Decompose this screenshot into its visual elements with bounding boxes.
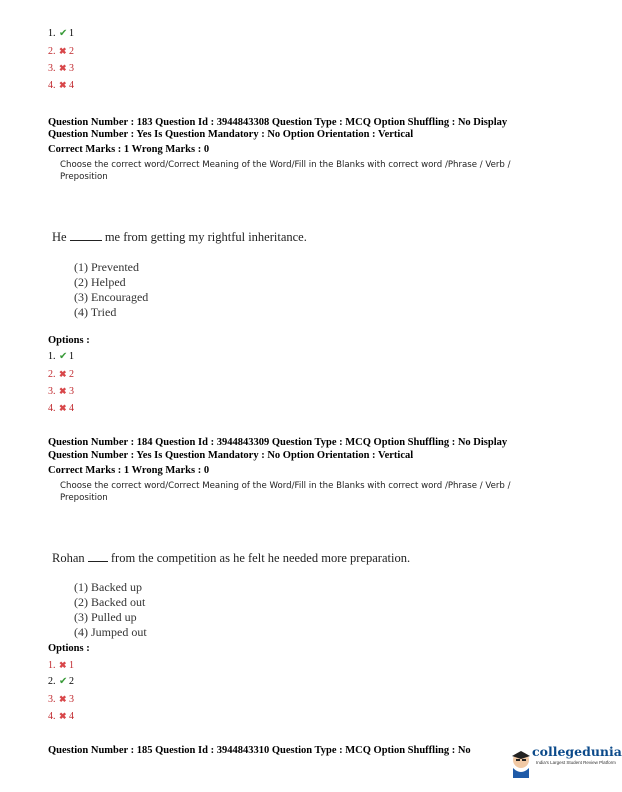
question-184-options-label: Options : bbox=[48, 643, 90, 654]
question-183-header-line2: Question Number : Yes Is Question Mandatory : No Option Orientation : Vertical bbox=[48, 129, 414, 140]
question-184-option-1: 1. ✖ 1 bbox=[48, 660, 74, 671]
question-184-choice-1: (1) Backed up bbox=[74, 580, 142, 594]
question-184-instruction: Choose the correct word/Correct Meaning of the Word/Fill in the Blanks with correct word /Phrase / Verb / Preposition bbox=[60, 481, 511, 503]
question-184-choice-4: (4) Jumped out bbox=[74, 625, 147, 639]
question-184-choice-2: (2) Backed out bbox=[74, 595, 146, 609]
blank bbox=[70, 230, 102, 241]
question-183-choice-2: (2) Helped bbox=[74, 275, 126, 289]
cross-icon: ✖ bbox=[59, 386, 67, 396]
question-183-options-label: Options : bbox=[48, 335, 90, 346]
check-icon: ✔ bbox=[59, 676, 68, 687]
prev-option-1: 1. ✔ 1 bbox=[48, 28, 74, 39]
cross-icon: ✖ bbox=[59, 63, 67, 73]
question-184-option-2: 2. ✔ 2 bbox=[48, 676, 74, 687]
cross-icon: ✖ bbox=[59, 80, 67, 90]
question-184-sentence: Rohan from the competition as he felt he needed more preparation. bbox=[52, 551, 411, 565]
question-183-marks: Correct Marks : 1 Wrong Marks : 0 bbox=[48, 144, 210, 155]
question-183-instruction: Choose the correct word/Correct Meaning of the Word/Fill in the Blanks with correct word /Phrase / Verb / Preposition bbox=[60, 160, 511, 182]
question-184-header-line1: Question Number : 184 Question Id : 3944843309 Question Type : MCQ Option Shuffling : No Display bbox=[48, 437, 508, 448]
question-183-option-1: 1. ✔ 1 bbox=[48, 351, 74, 362]
check-icon: ✔ bbox=[59, 28, 68, 39]
question-184-marks: Correct Marks : 1 Wrong Marks : 0 bbox=[48, 465, 210, 476]
question-183-choice-4: (4) Tried bbox=[74, 305, 117, 319]
prev-option-3: 3. ✖ 3 bbox=[48, 63, 74, 74]
question-183-option-2: 2. ✖ 2 bbox=[48, 369, 74, 380]
blank bbox=[88, 551, 108, 562]
question-183-choice-3: (3) Encouraged bbox=[74, 290, 149, 304]
cross-icon: ✖ bbox=[59, 711, 67, 721]
cross-icon: ✖ bbox=[59, 660, 67, 670]
cross-icon: ✖ bbox=[59, 369, 67, 379]
check-icon: ✔ bbox=[59, 351, 68, 362]
prev-option-2: 2. ✖ 2 bbox=[48, 46, 74, 57]
question-183-header-line1: Question Number : 183 Question Id : 3944843308 Question Type : MCQ Option Shuffling : No Display bbox=[48, 117, 508, 128]
question-185-header-line1: Question Number : 185 Question Id : 3944843310 Question Type : MCQ Option Shuffling : No bbox=[48, 745, 471, 756]
question-184-option-4: 4. ✖ 4 bbox=[48, 711, 74, 722]
question-183-choice-1: (1) Prevented bbox=[74, 260, 139, 274]
question-184-choice-3: (3) Pulled up bbox=[74, 610, 137, 624]
question-183-option-3: 3. ✖ 3 bbox=[48, 386, 74, 397]
question-183-sentence: He me from getting my rightful inheritance. bbox=[52, 230, 307, 244]
cross-icon: ✖ bbox=[59, 403, 67, 413]
question-183-option-4: 4. ✖ 4 bbox=[48, 403, 74, 414]
prev-option-4: 4. ✖ 4 bbox=[48, 80, 74, 91]
collegedunia-tagline: India's Largest Student Review Platform bbox=[536, 760, 616, 765]
cross-icon: ✖ bbox=[59, 46, 67, 56]
collegedunia-logo-text: collegedunia bbox=[532, 744, 622, 759]
question-184-header-line2: Question Number : Yes Is Question Mandatory : No Option Orientation : Vertical bbox=[48, 450, 414, 461]
question-184-option-3: 3. ✖ 3 bbox=[48, 694, 74, 705]
cross-icon: ✖ bbox=[59, 694, 67, 704]
